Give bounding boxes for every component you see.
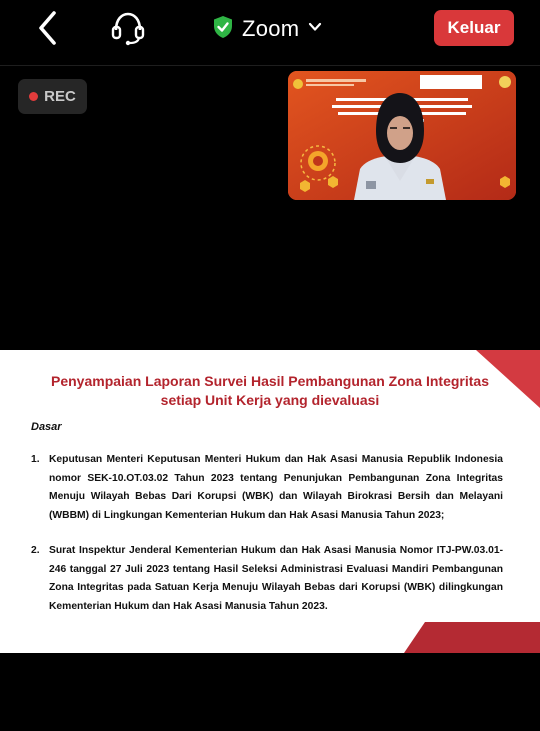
ministry-logo: [293, 79, 303, 89]
header-divider: [0, 65, 540, 66]
list-item-text: Keputusan Menteri Keputusan Menteri Hukum dan Hak Asasi Manusia Republik Indonesia nomor SEK-10.OT.03.02 Tahun 2023 tentang Penunjukan Pembangunan Zona Integritas Menuju Wilayah Bebas Dari Korupsi (WBK) dan Wilayah Birokrasi Bersih dan Melayani (WBBM) di Lingkungan Kementerian Hukum dan Hak Asasi Manusia Tahun 2023;: [49, 454, 503, 521]
leave-button[interactable]: Keluar: [434, 10, 514, 46]
recording-badge[interactable]: [18, 79, 87, 114]
top-bar: [0, 0, 540, 58]
event-logo: [420, 75, 482, 89]
list-item-text: Surat Inspektur Jenderal Kementerian Hukum dan Hak Asasi Manusia Nomor ITJ-PW.03.01-246 tanggal 27 Juli 2023 tentang Hasil Seleksi Administrasi Evaluasi Mandiri Pembangunan Zona Integritas pada Satuan Kerja Menuju Wilayah Bebas dari Korupsi (WBK) dilingkungan Kementerian Hukum dan Hak Asasi Manusia Tahun 2023.: [49, 545, 503, 612]
meeting-title-dropdown[interactable]: [212, 12, 323, 46]
slide-heading: Dasar: [31, 421, 62, 433]
slide-title-line2: setiap Unit Kerja yang dievaluasi: [160, 392, 380, 408]
participant-video-thumbnail[interactable]: [288, 71, 516, 200]
list-item-number: 2.: [31, 545, 40, 556]
slide-title: [0, 372, 540, 410]
slide-title-line1: Penyampaian Laporan Survei Hasil Pembangunan Zona Integritas: [51, 373, 489, 389]
recording-label: REC: [44, 88, 76, 105]
list-item-number: 1.: [31, 454, 40, 465]
record-dot-icon: [29, 92, 38, 101]
shield-check-icon: [212, 15, 234, 44]
chevron-down-icon: [307, 19, 323, 40]
headset-icon[interactable]: [108, 10, 148, 46]
back-icon[interactable]: [30, 8, 66, 48]
shared-screen-slide: [0, 350, 540, 653]
meeting-title-label: Zoom: [242, 16, 300, 41]
participant-video-frame: [288, 71, 516, 200]
anniversary-logo: [499, 76, 511, 88]
